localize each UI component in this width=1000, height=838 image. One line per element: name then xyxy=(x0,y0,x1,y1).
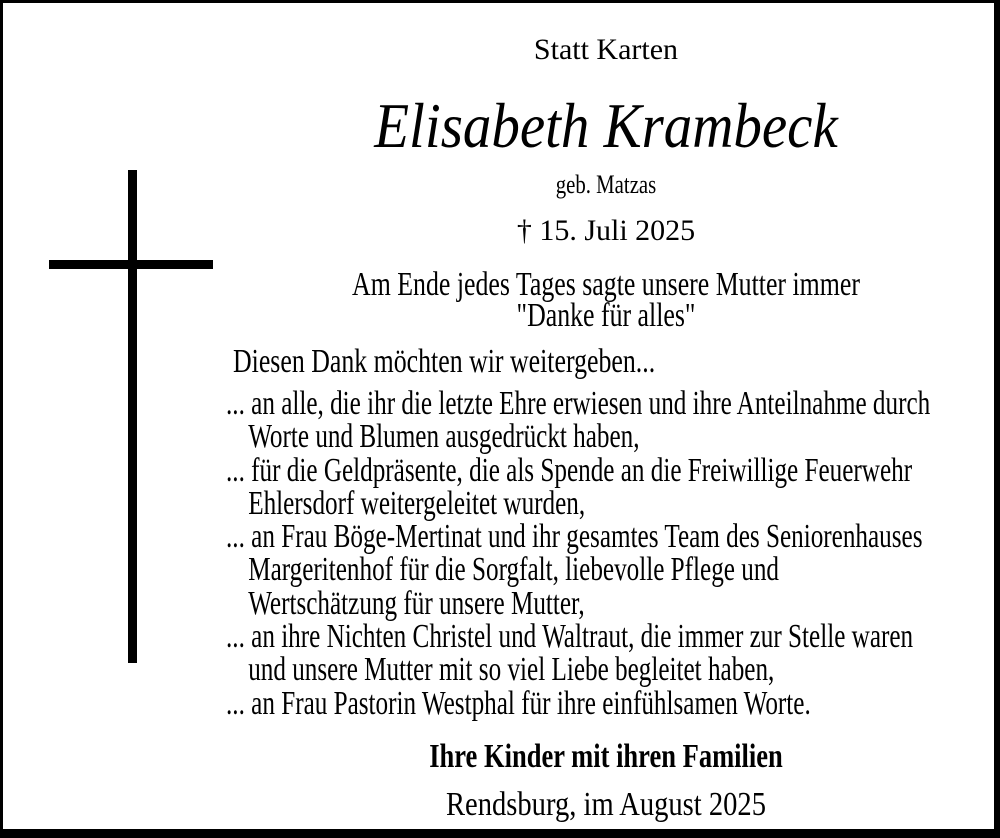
thanks-item xyxy=(226,684,1000,722)
thanks-item-line: Ehlersdorf weitergeleitet wurden, xyxy=(248,484,586,522)
memorial-quote-line-1: Am Ende jedes Tages sagte unsere Mutter immer xyxy=(352,266,860,303)
thanks-item xyxy=(226,620,1000,687)
thanks-item-line: Margeritenhof für die Sorgfalt, liebevolle Pflege und xyxy=(248,551,779,589)
thanks-item-line: ... für die Geldpräsente, die als Spende an die Freiwillige Feuerwehr xyxy=(226,451,913,489)
memorial-quote xyxy=(226,266,986,334)
thanks-intro: Diesen Dank möchten wir weitergeben... xyxy=(233,343,656,380)
thanks-item-line: ... an Frau Pastorin Westphal für ihre einfühlsamen Worte. xyxy=(226,684,811,722)
thanks-item-line: ... an alle, die ihr die letzte Ehre erwiesen und ihre Anteilnahme durch xyxy=(226,385,931,422)
place-date-line: Rendsburg, im August 2025 xyxy=(445,786,767,823)
cross-horizontal-bar xyxy=(49,260,213,269)
memorial-quote-line-2: "Danke für alles" xyxy=(516,297,696,334)
thanks-item xyxy=(226,451,1000,522)
thanks-item-line: Wertschätzung für unsere Mutter, xyxy=(248,584,585,622)
thanks-item-line: Worte und Blumen ausgedrückt haben, xyxy=(248,418,640,456)
thanks-item-line: und unsere Mutter mit so viel Liebe begleitet haben, xyxy=(248,651,775,689)
signature-line: Ihre Kinder mit ihren Familien xyxy=(429,738,783,775)
thanks-item-line: ... an ihre Nichten Christel und Waltraut, die immer zur Stelle waren xyxy=(226,618,914,656)
thanks-list xyxy=(226,387,1000,720)
death-date: † 15. Juli 2025 xyxy=(516,214,696,247)
thanks-item xyxy=(226,387,1000,454)
thanks-item xyxy=(226,520,1000,620)
pre-header-text: Statt Karten xyxy=(533,33,679,66)
thanks-item-line: ... an Frau Böge-Mertinat und ihr gesamtes Team des Seniorenhauses xyxy=(226,518,923,556)
deceased-name: Elisabeth Krambeck xyxy=(374,90,838,161)
maiden-name: geb. Matzas xyxy=(555,170,657,199)
